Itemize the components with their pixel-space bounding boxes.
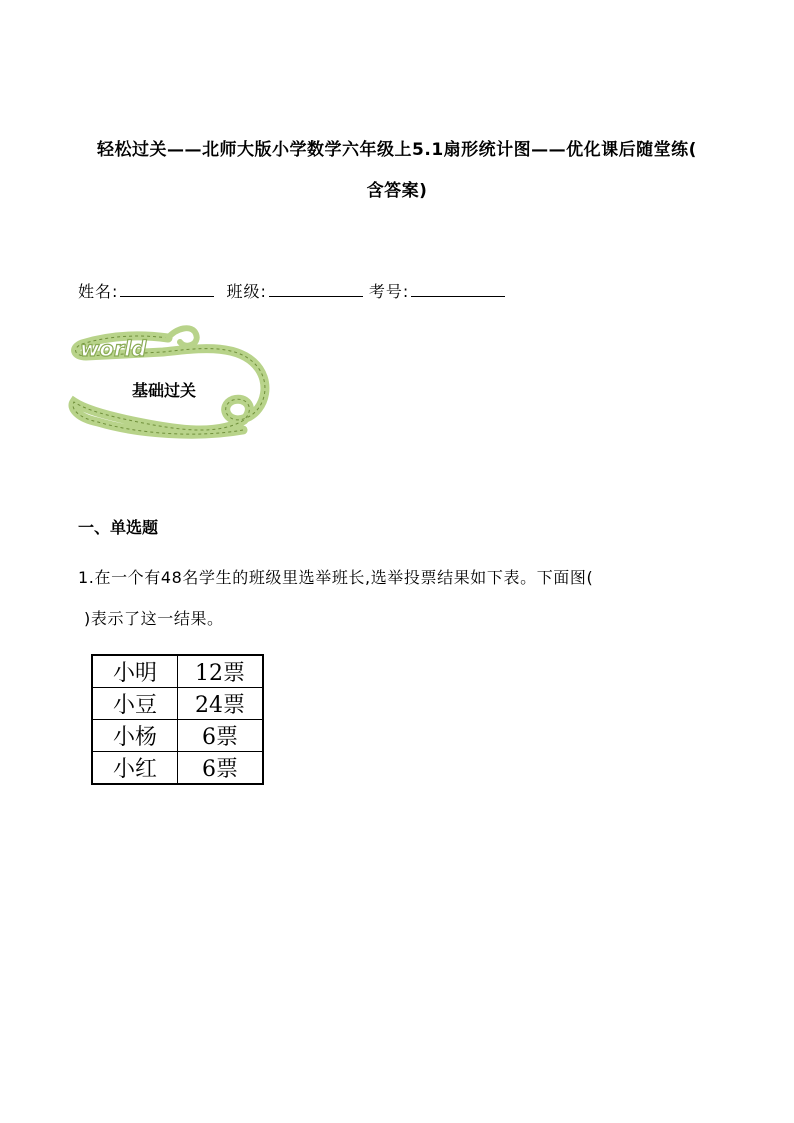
badge-label: 基础过关	[132, 381, 197, 400]
exam-number-label: 考号:	[368, 282, 410, 301]
table-row	[92, 720, 263, 752]
badge-word: world	[80, 337, 147, 361]
table-row	[92, 752, 263, 785]
document-title-line-1: 轻松过关——北师大版小学数学六年级上5.1扇形统计图——优化课后随堂练(	[97, 140, 697, 160]
document-title-line-2: 含答案)	[366, 181, 428, 201]
section-heading-single-choice: 一、单选题	[78, 518, 159, 537]
candidate-name: 小红	[92, 752, 178, 785]
vote-count: 6票	[178, 720, 264, 752]
candidate-name: 小豆	[92, 688, 178, 720]
name-label: 姓名:	[78, 282, 119, 301]
vote-count: 6票	[178, 752, 264, 785]
candidate-name: 小杨	[92, 720, 178, 752]
name-blank[interactable]	[120, 282, 214, 297]
candidate-name: 小明	[92, 655, 178, 688]
exam-number-blank[interactable]	[411, 282, 505, 297]
question-1-text-line-1: 1.在一个有48名学生的班级里选举班长,选举投票结果如下表。下面图(	[78, 568, 594, 587]
table-row	[92, 655, 263, 688]
class-blank[interactable]	[269, 282, 363, 297]
student-info-line	[78, 279, 511, 302]
ribbon-curl	[168, 328, 197, 345]
vote-count: 12票	[178, 655, 264, 688]
question-1-text-line-2: )表示了这一结果。	[84, 609, 224, 628]
vote-results-table	[91, 654, 264, 785]
vote-count: 24票	[178, 688, 264, 720]
class-label: 班级:	[226, 282, 267, 301]
table-row	[92, 688, 263, 720]
